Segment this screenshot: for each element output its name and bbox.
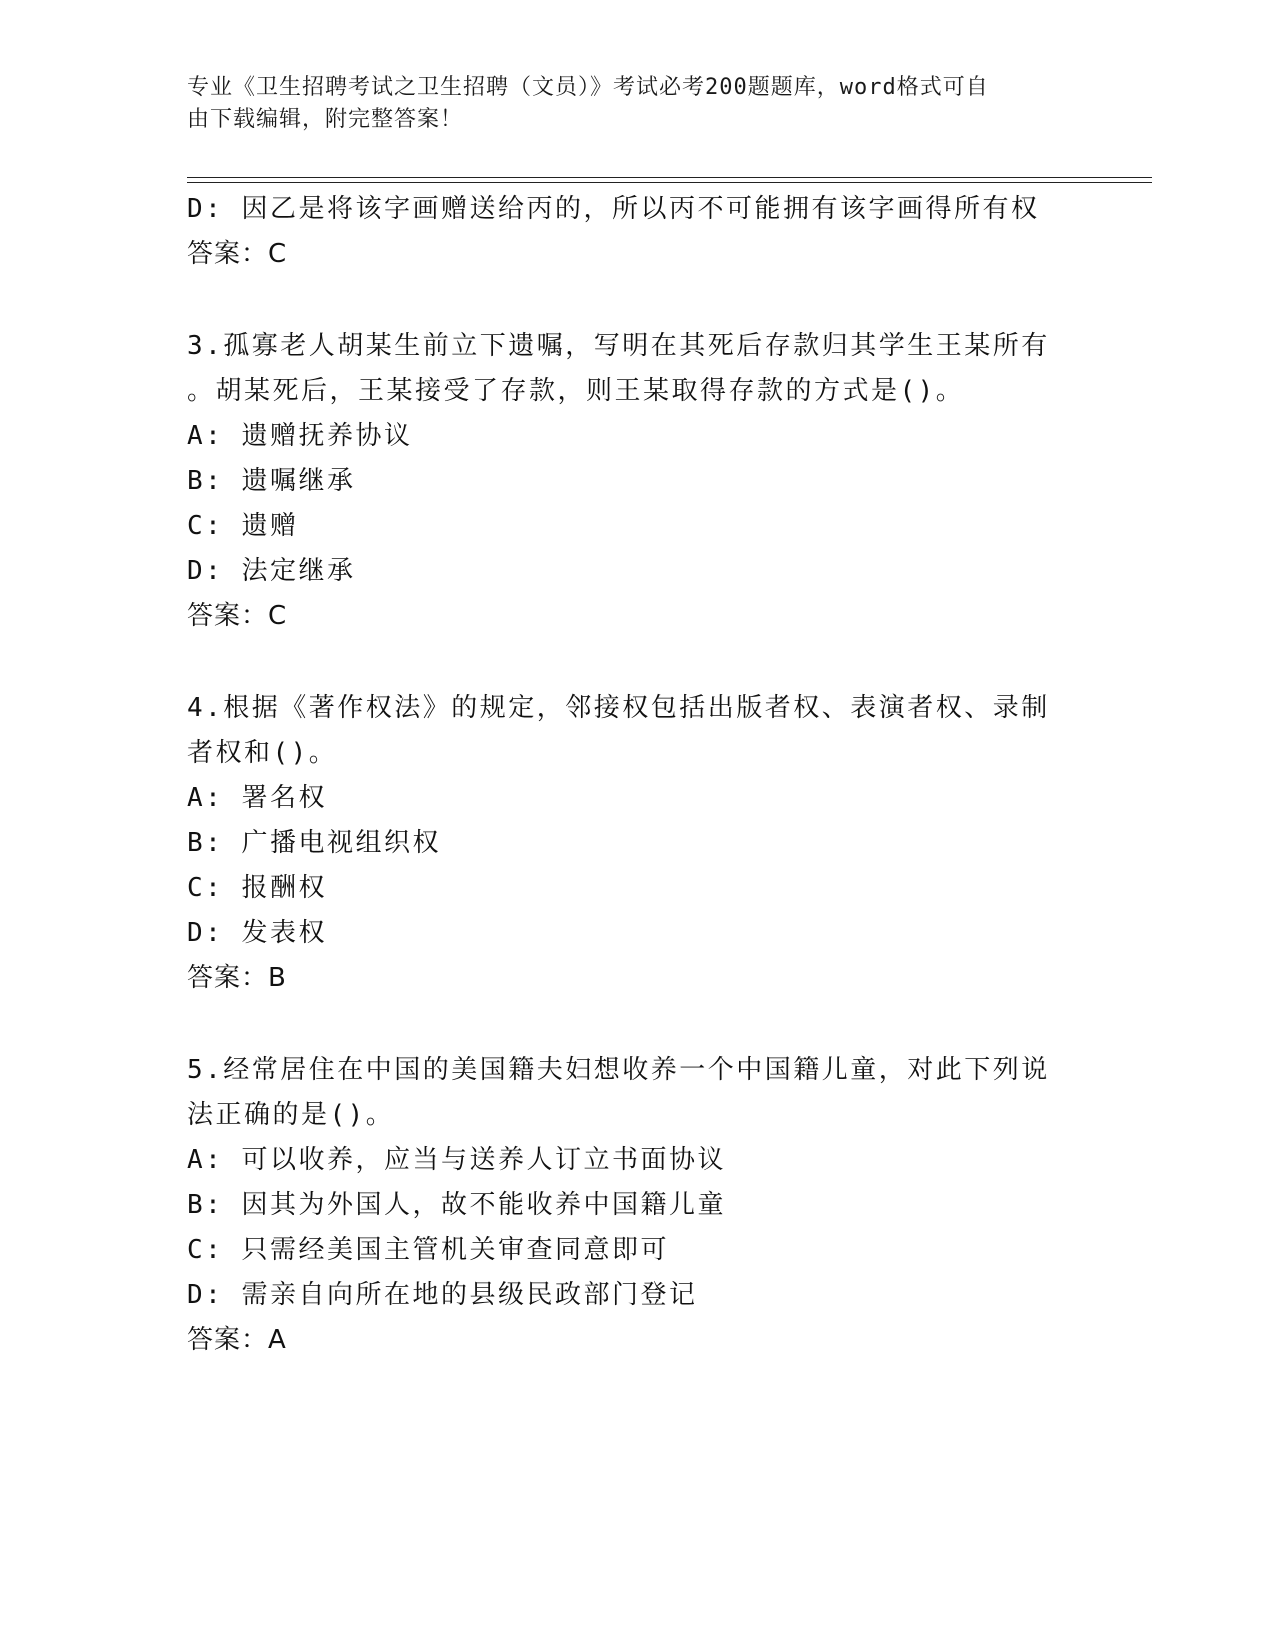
question-stem-line-1: 3.孤寡老人胡某生前立下遗嘱，写明在其死后存款归其学生王某所有: [187, 331, 1050, 361]
question-list: [187, 187, 1067, 1363]
question-stem-line-2: 法正确的是()。: [187, 1100, 395, 1130]
option-c: C: 只需经美国主管机关审查同意即可: [187, 1235, 669, 1265]
document-header: [187, 72, 1067, 136]
option-a: A: 署名权: [187, 783, 327, 813]
option-b: B: 因其为外国人，故不能收养中国籍儿童: [187, 1190, 726, 1220]
question-5: [187, 1048, 1067, 1363]
option-a: A: 可以收养，应当与送养人订立书面协议: [187, 1145, 726, 1175]
header-divider-top: [187, 177, 1152, 178]
option-a: A: 遗赠抚养协议: [187, 421, 413, 451]
answer-label: 答案：A: [187, 1325, 287, 1355]
option-c: C: 遗赠: [187, 511, 299, 541]
option-b: B: 广播电视组织权: [187, 828, 441, 858]
spacer: [187, 1001, 1067, 1048]
header-line-1: 专业《卫生招聘考试之卫生招聘（文员）》考试必考200题题库，word格式可自: [187, 75, 989, 100]
question-4: [187, 686, 1067, 1001]
header-divider-bottom: [187, 182, 1152, 183]
question-stem-line-2: 。胡某死后，王某接受了存款，则王某取得存款的方式是()。: [187, 376, 965, 406]
option-d: D: 法定继承: [187, 556, 356, 586]
option-d: D: 发表权: [187, 918, 327, 948]
answer-label: 答案：B: [187, 963, 287, 993]
question-stem-line-1: 4.根据《著作权法》的规定，邻接权包括出版者权、表演者权、录制: [187, 693, 1050, 723]
option-d: D: 需亲自向所在地的县级民政部门登记: [187, 1280, 698, 1310]
answer-label: 答案：C: [187, 601, 288, 631]
spacer: [187, 639, 1067, 686]
question-3: [187, 324, 1067, 639]
answer-label: 答案：C: [187, 239, 288, 269]
question-stem-line-1: 5.经常居住在中国的美国籍夫妇想收养一个中国籍儿童，对此下列说: [187, 1055, 1050, 1085]
option-d: D: 因乙是将该字画赠送给丙的，所以丙不可能拥有该字画得所有权: [187, 194, 1040, 224]
question-stem-line-2: 者权和()。: [187, 738, 338, 768]
spacer: [187, 277, 1067, 324]
header-line-2: 由下载编辑，附完整答案！: [187, 107, 464, 132]
option-b: B: 遗嘱继承: [187, 466, 356, 496]
option-c: C: 报酬权: [187, 873, 327, 903]
question-2-tail: [187, 187, 1067, 277]
